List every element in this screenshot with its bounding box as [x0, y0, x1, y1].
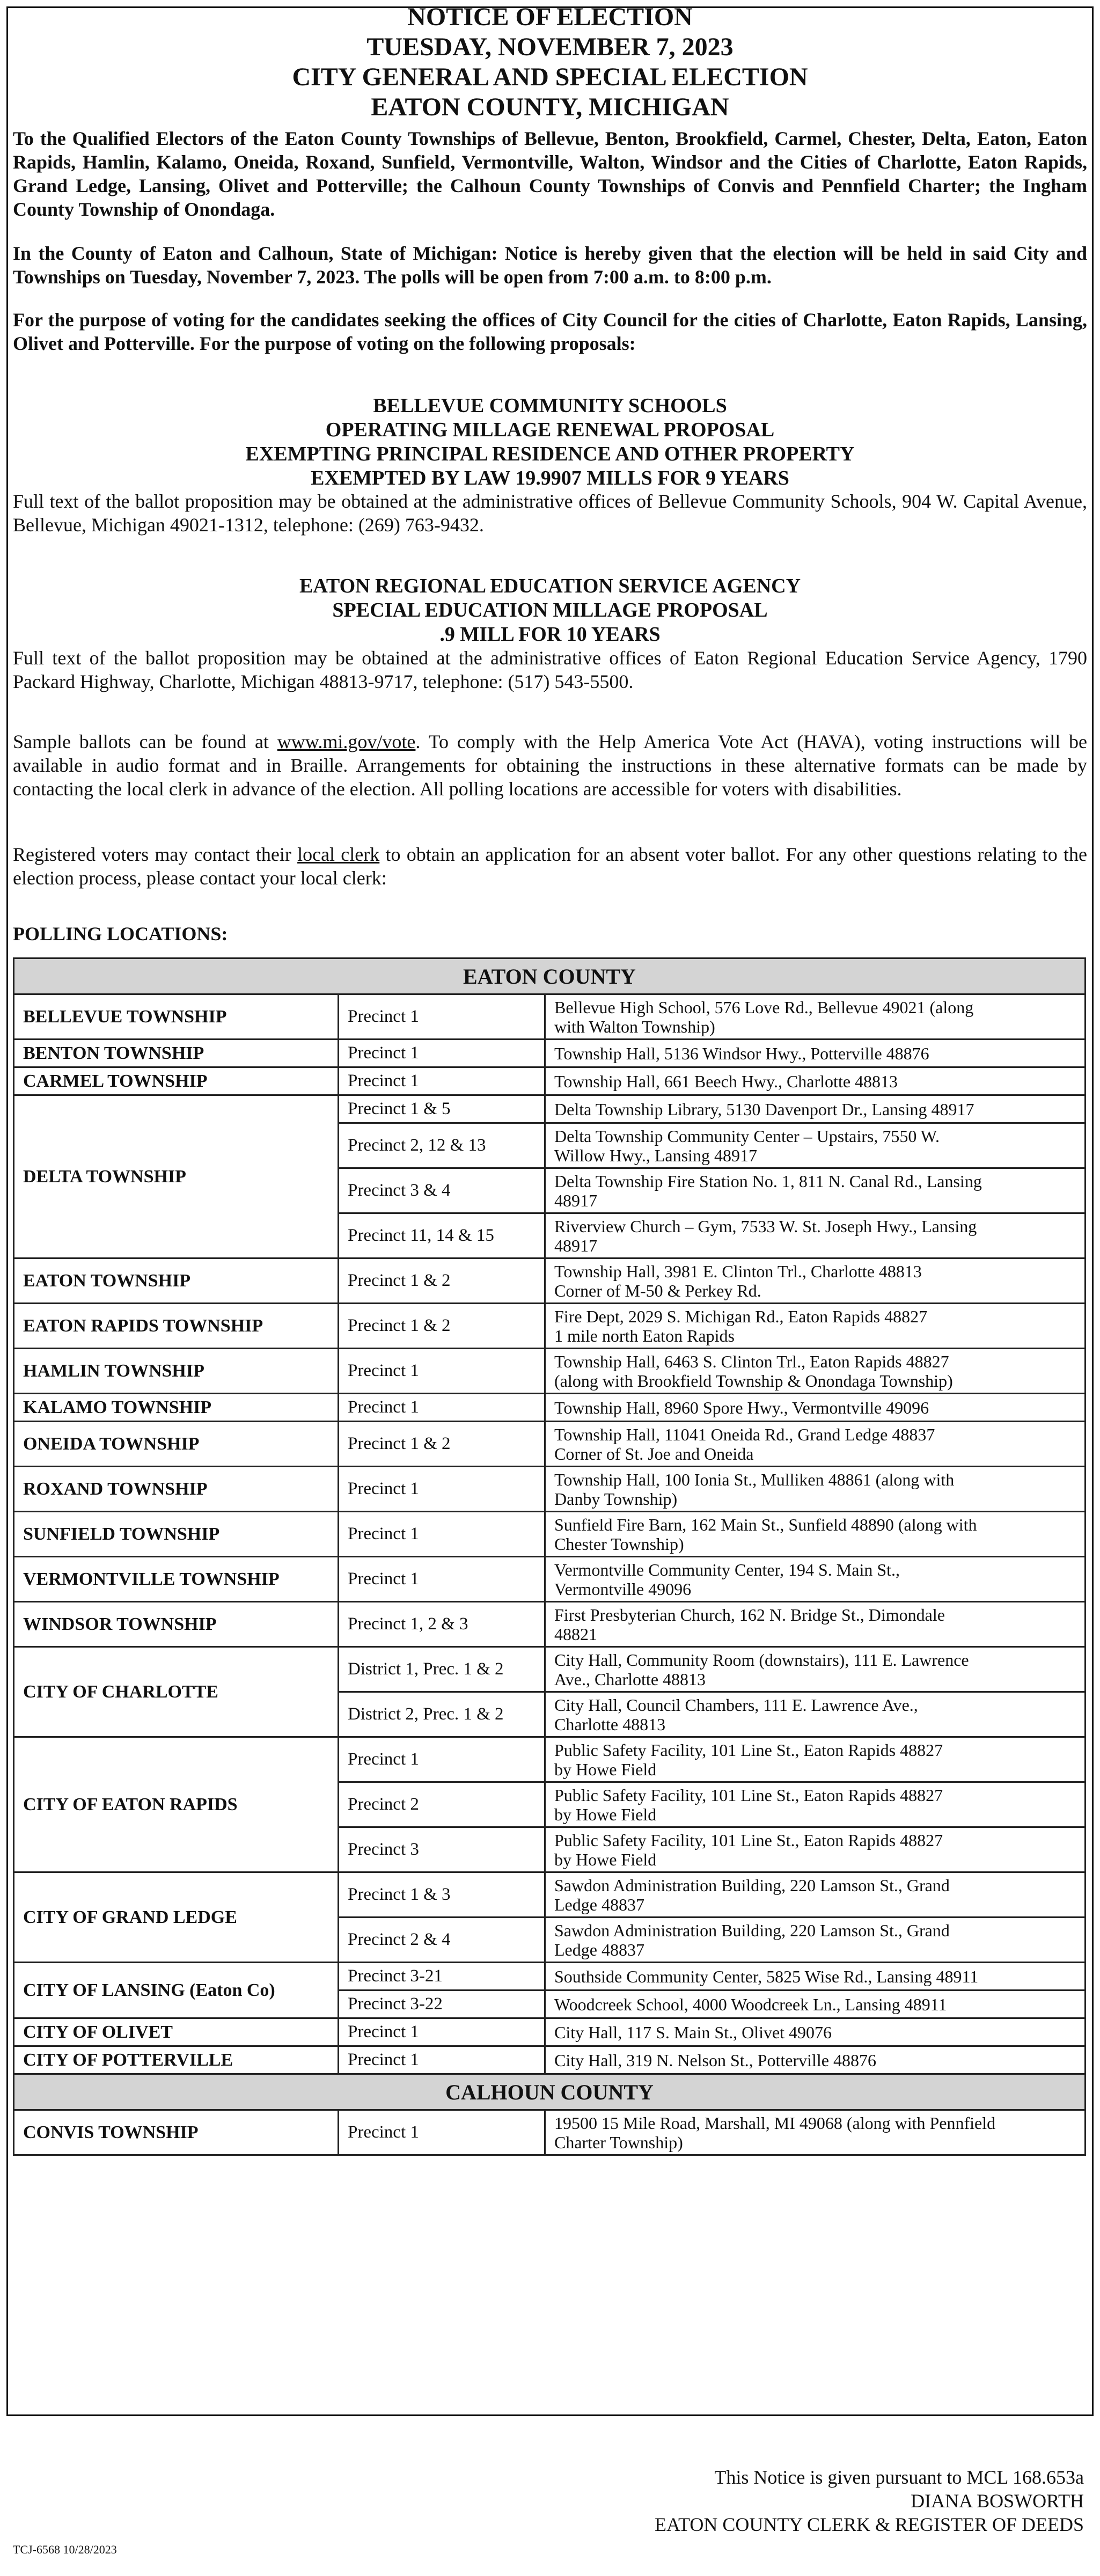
- table-row: [14, 1737, 1086, 1782]
- intro-electors: To the Qualified Electors of the Eaton County Townships of Bellevue, Benton, Brookfield, Carmel, Chester, Delta, Eaton, Eaton Rapids, Hamlin, Kalamo, Oneida, Roxand, Sunfield, Vermontville, Walton, Windsor and the Cities of Charlotte, Eaton Rapids, Grand Ledge, Lansing, Olivet and Potterville; the Calhoun County Townships of Convis and Pennfield Charter; the Ingham County Township of Onondaga.: [13, 128, 1087, 220]
- registered-text: Registered voters may contact their: [13, 844, 298, 865]
- polling-location: [545, 2018, 1086, 2046]
- location-line: Delta Township Library, 5130 Davenport Dr., Lansing 48917: [554, 1099, 974, 1119]
- header-county: EATON COUNTY, MICHIGAN: [371, 93, 729, 121]
- polling-location: [545, 1213, 1086, 1258]
- county-header: EATON COUNTY: [14, 958, 1086, 994]
- polling-location: [545, 1782, 1086, 1827]
- table-row: [14, 1258, 1086, 1304]
- intro-purpose: For the purpose of voting for the candidates seeking the offices of City Council for the cities of Charlotte, Eaton Rapids, Lansing, Olivet and Potterville. For the purpose of voting on the following proposals:: [13, 309, 1087, 354]
- jurisdiction-name: CITY OF EATON RAPIDS: [14, 1737, 339, 1872]
- location-line: 48917: [554, 1190, 597, 1210]
- polling-location: [545, 1258, 1086, 1304]
- jurisdiction-name: CITY OF CHARLOTTE: [14, 1647, 339, 1737]
- location-line: Sunfield Fire Barn, 162 Main St., Sunfield 48890 (along with: [554, 1514, 977, 1534]
- location-line: Township Hall, 6463 S. Clinton Trl., Eaton Rapids 48827: [554, 1351, 949, 1371]
- header-title: NOTICE OF ELECTION: [407, 3, 693, 31]
- precinct-label: Precinct 1 & 3: [339, 1872, 545, 1918]
- local-clerk-link[interactable]: local clerk: [297, 844, 380, 865]
- jurisdiction-name: CITY OF OLIVET: [14, 2018, 339, 2046]
- jurisdiction-name: KALAMO TOWNSHIP: [14, 1394, 339, 1422]
- location-line: Township Hall, 661 Beech Hwy., Charlotte 48813: [554, 1071, 898, 1091]
- jurisdiction-name: CARMEL TOWNSHIP: [14, 1067, 339, 1095]
- location-line: by Howe Field: [554, 1759, 657, 1779]
- location-line: Vermontville 49096: [554, 1579, 692, 1599]
- precinct-label: Precinct 1: [339, 2018, 545, 2046]
- polling-locations-table: [13, 957, 1086, 2156]
- precinct-label: Precinct 11, 14 & 15: [339, 1213, 545, 1258]
- proposal1-title: [0, 394, 1100, 491]
- location-line: (along with Brookfield Township & Onondaga Township): [554, 1371, 953, 1391]
- location-line: Corner of St. Joe and Oneida: [554, 1444, 754, 1463]
- location-line: Delta Township Community Center – Upstairs, 7550 W.: [554, 1126, 940, 1146]
- polling-location: [545, 1737, 1086, 1782]
- polling-location: [545, 2046, 1086, 2074]
- precinct-label: Precinct 1: [339, 1040, 545, 1067]
- location-line: 48821: [554, 1624, 597, 1644]
- precinct-label: Precinct 2: [339, 1782, 545, 1827]
- jurisdiction-name: EATON TOWNSHIP: [14, 1258, 339, 1304]
- table-row: [14, 1040, 1086, 1067]
- polling-location: [545, 1304, 1086, 1349]
- jurisdiction-name: ROXAND TOWNSHIP: [14, 1467, 339, 1512]
- location-line: Bellevue High School, 576 Love Rd., Bellevue 49021 (along: [554, 997, 974, 1017]
- location-line: Corner of M-50 & Perkey Rd.: [554, 1280, 761, 1300]
- table-row: [14, 2018, 1086, 2046]
- location-line: Ave., Charlotte 48813: [554, 1669, 706, 1689]
- location-line: by Howe Field: [554, 1804, 657, 1824]
- precinct-label: Precinct 3-22: [339, 1990, 545, 2018]
- proposal2-title-line: SPECIAL EDUCATION MILLAGE PROPOSAL: [332, 599, 768, 621]
- precinct-label: Precinct 1: [339, 994, 545, 1040]
- polling-location: [545, 1963, 1086, 1990]
- precinct-label: Precinct 1: [339, 1467, 545, 1512]
- location-line: Township Hall, 3981 E. Clinton Trl., Charlotte 48813: [554, 1261, 922, 1281]
- proposal2-title-line: .9 MILL FOR 10 YEARS: [439, 623, 661, 646]
- precinct-label: Precinct 1, 2 & 3: [339, 1602, 545, 1647]
- jurisdiction-name: CONVIS TOWNSHIP: [14, 2110, 339, 2155]
- polling-location: [545, 1692, 1086, 1737]
- location-line: Public Safety Facility, 101 Line St., Eaton Rapids 48827: [554, 1830, 943, 1850]
- proposal1-title-line: EXEMPTING PRINCIPAL RESIDENCE AND OTHER PROPERTY: [245, 443, 855, 465]
- table-row: [14, 1349, 1086, 1394]
- jurisdiction-name: BENTON TOWNSHIP: [14, 1040, 339, 1067]
- location-line: Fire Dept, 2029 S. Michigan Rd., Eaton Rapids 48827: [554, 1306, 928, 1326]
- precinct-label: Precinct 1: [339, 1737, 545, 1782]
- precinct-label: Precinct 3 & 4: [339, 1168, 545, 1213]
- jurisdiction-name: WINDSOR TOWNSHIP: [14, 1602, 339, 1647]
- polling-location: [545, 994, 1086, 1040]
- sample-text: . To comply with the Help America Vote Act (HAVA), voting instructions will be available in audio format and in Braille. Arrangements for obtaining the instructions in these alternative formats can be made by contacting the local clerk in advance of the election. All polling locations are accessible for voters with disabilities.: [13, 731, 1087, 800]
- polling-location: [545, 1647, 1086, 1692]
- table-row: [14, 1304, 1086, 1349]
- precinct-label: Precinct 2, 12 & 13: [339, 1123, 545, 1168]
- polling-location: [545, 1918, 1086, 1963]
- vote-website-link[interactable]: www.mi.gov/vote: [277, 731, 416, 752]
- location-line: Danby Township): [554, 1489, 678, 1509]
- table-row: [14, 1422, 1086, 1467]
- location-line: Southside Community Center, 5825 Wise Rd., Lansing 48911: [554, 1966, 979, 1986]
- sample-text: Sample ballots can be found at: [13, 731, 277, 752]
- table-row: [14, 1067, 1086, 1095]
- location-line: Charter Township): [554, 2132, 683, 2152]
- location-line: Charlotte 48813: [554, 1714, 666, 1734]
- intro-notice: In the County of Eaton and Calhoun, State of Michigan: Notice is hereby given that the election will be held in said City and Townships on Tuesday, November 7, 2023. The polls will be open from 7:00 a.m. to 8:00 p.m.: [13, 243, 1087, 288]
- precinct-label: Precinct 1 & 2: [339, 1258, 545, 1304]
- proposal2-body: Full text of the ballot proposition may be obtained at the administrative offices of Eaton Regional Education Service Agency, 1790 Packard Highway, Charlotte, Michigan 48813-9717, telephone: (517) 543-5500.: [13, 647, 1087, 692]
- county-header-row: [14, 2074, 1086, 2110]
- precinct-label: Precinct 1: [339, 1557, 545, 1602]
- footer-clerk-name: DIANA BOSWORTH: [911, 2490, 1084, 2512]
- jurisdiction-name: CITY OF LANSING (Eaton Co): [14, 1963, 339, 2018]
- location-line: Vermontville Community Center, 194 S. Main St.,: [554, 1560, 900, 1579]
- precinct-label: Precinct 1: [339, 1349, 545, 1394]
- precinct-label: Precinct 1: [339, 1067, 545, 1095]
- location-line: Township Hall, 5136 Windsor Hwy., Potterville 48876: [554, 1043, 929, 1063]
- precinct-label: District 1, Prec. 1 & 2: [339, 1647, 545, 1692]
- location-line: Chester Township): [554, 1534, 684, 1554]
- location-line: Township Hall, 100 Ionia St., Mulliken 48861 (along with: [554, 1469, 955, 1489]
- proposal2-title: [0, 574, 1100, 647]
- precinct-label: Precinct 3-21: [339, 1963, 545, 1990]
- proposal2-title-line: EATON REGIONAL EDUCATION SERVICE AGENCY: [299, 575, 801, 597]
- polling-location: [545, 1602, 1086, 1647]
- header-date: TUESDAY, NOVEMBER 7, 2023: [366, 33, 734, 61]
- location-line: 48917: [554, 1235, 597, 1255]
- footer-clerk-title: EATON COUNTY CLERK & REGISTER OF DEEDS: [654, 2514, 1084, 2535]
- location-line: Township Hall, 8960 Spore Hwy., Vermontville 49096: [554, 1397, 929, 1417]
- table-row: [14, 2046, 1086, 2074]
- polling-location: [545, 1095, 1086, 1123]
- location-line: Delta Township Fire Station No. 1, 811 N. Canal Rd., Lansing: [554, 1171, 982, 1191]
- county-header: CALHOUN COUNTY: [14, 2074, 1086, 2110]
- location-line: Ledge 48837: [554, 1940, 644, 1959]
- polling-location: [545, 1394, 1086, 1422]
- location-line: Sawdon Administration Building, 220 Lamson St., Grand: [554, 1875, 950, 1895]
- notice-footer: [655, 2465, 1084, 2536]
- jurisdiction-name: CITY OF GRAND LEDGE: [14, 1872, 339, 1963]
- location-line: Sawdon Administration Building, 220 Lamson St., Grand: [554, 1920, 950, 1940]
- jurisdiction-name: SUNFIELD TOWNSHIP: [14, 1512, 339, 1557]
- precinct-label: District 2, Prec. 1 & 2: [339, 1692, 545, 1737]
- jurisdiction-name: CITY OF POTTERVILLE: [14, 2046, 339, 2074]
- location-line: with Walton Township): [554, 1016, 715, 1036]
- polling-location: [545, 1827, 1086, 1872]
- location-line: Public Safety Facility, 101 Line St., Eaton Rapids 48827: [554, 1740, 943, 1760]
- proposal1-title-line: OPERATING MILLAGE RENEWAL PROPOSAL: [325, 419, 775, 441]
- precinct-label: Precinct 1: [339, 2110, 545, 2155]
- table-row: [14, 1467, 1086, 1512]
- polling-location: [545, 1168, 1086, 1213]
- header-election: CITY GENERAL AND SPECIAL ELECTION: [292, 63, 808, 91]
- absent-voter-paragraph: [13, 843, 1087, 890]
- polling-location: [545, 1123, 1086, 1168]
- location-line: City Hall, 117 S. Main St., Olivet 49076: [554, 2022, 832, 2042]
- table-row: [14, 994, 1086, 1040]
- location-line: City Hall, Community Room (downstairs), 111 E. Lawrence: [554, 1650, 969, 1670]
- location-line: Public Safety Facility, 101 Line St., Eaton Rapids 48827: [554, 1785, 943, 1805]
- precinct-label: Precinct 1: [339, 2046, 545, 2074]
- table-row: [14, 1647, 1086, 1692]
- jurisdiction-name: ONEIDA TOWNSHIP: [14, 1422, 339, 1467]
- sample-ballots-paragraph: [13, 730, 1087, 801]
- location-line: Riverview Church – Gym, 7533 W. St. Joseph Hwy., Lansing: [554, 1216, 977, 1236]
- proposal1-body: Full text of the ballot proposition may be obtained at the administrative offices of Bellevue Community Schools, 904 W. Capital Avenue, Bellevue, Michigan 49021-1312, telephone: (269) 763-9432.: [13, 491, 1087, 536]
- polling-location: [545, 1872, 1086, 1918]
- table-row: [14, 1557, 1086, 1602]
- polling-location: [545, 1467, 1086, 1512]
- location-line: Woodcreek School, 4000 Woodcreek Ln., Lansing 48911: [554, 1994, 947, 2014]
- table-row: [14, 1602, 1086, 1647]
- table-row: [14, 1394, 1086, 1422]
- jurisdiction-name: DELTA TOWNSHIP: [14, 1095, 339, 1258]
- polling-location: [545, 1990, 1086, 2018]
- proposal1-title-line: BELLEVUE COMMUNITY SCHOOLS: [373, 394, 727, 417]
- polling-location: [545, 1422, 1086, 1467]
- footer-statute: This Notice is given pursuant to MCL 168.653a: [714, 2467, 1084, 2488]
- polling-location: [545, 1067, 1086, 1095]
- location-line: First Presbyterian Church, 162 N. Bridge St., Dimondale: [554, 1605, 945, 1624]
- table-row: [14, 1512, 1086, 1557]
- table-row: [14, 1095, 1086, 1123]
- precinct-label: Precinct 1: [339, 1512, 545, 1557]
- polling-location: [545, 1512, 1086, 1557]
- precinct-label: Precinct 1 & 2: [339, 1304, 545, 1349]
- table-row: [14, 1872, 1086, 1918]
- jurisdiction-name: HAMLIN TOWNSHIP: [14, 1349, 339, 1394]
- polling-location: [545, 1349, 1086, 1394]
- jurisdiction-name: BELLEVUE TOWNSHIP: [14, 994, 339, 1040]
- location-line: City Hall, 319 N. Nelson St., Potterville 48876: [554, 2050, 876, 2070]
- precinct-label: Precinct 3: [339, 1827, 545, 1872]
- table-row: [14, 1963, 1086, 1990]
- publication-code: TCJ-6568 10/28/2023: [13, 2543, 117, 2556]
- polling-location: [545, 2110, 1086, 2155]
- notice-header: [0, 2, 1100, 122]
- precinct-label: Precinct 1: [339, 1394, 545, 1422]
- table-row: [14, 2110, 1086, 2155]
- location-line: 19500 15 Mile Road, Marshall, MI 49068 (along with Pennfield: [554, 2113, 996, 2133]
- location-line: Ledge 48837: [554, 1894, 644, 1914]
- location-line: City Hall, Council Chambers, 111 E. Lawrence Ave.,: [554, 1695, 918, 1715]
- location-line: Willow Hwy., Lansing 48917: [554, 1145, 757, 1165]
- jurisdiction-name: VERMONTVILLE TOWNSHIP: [14, 1557, 339, 1602]
- proposal1-title-line: EXEMPTED BY LAW 19.9907 MILLS FOR 9 YEARS: [311, 467, 789, 489]
- polling-location: [545, 1040, 1086, 1067]
- registered-text: to obtain an application for an absent voter ballot. For any other questions relating to the election process, please contact your local clerk:: [13, 844, 1087, 889]
- precinct-label: Precinct 1 & 2: [339, 1422, 545, 1467]
- polling-location: [545, 1557, 1086, 1602]
- location-line: Township Hall, 11041 Oneida Rd., Grand Ledge 48837: [554, 1424, 935, 1444]
- polling-locations-heading: POLLING LOCATIONS:: [13, 923, 228, 945]
- location-line: 1 mile north Eaton Rapids: [554, 1326, 735, 1345]
- precinct-label: Precinct 1 & 5: [339, 1095, 545, 1123]
- location-line: by Howe Field: [554, 1849, 657, 1869]
- county-header-row: [14, 958, 1086, 994]
- jurisdiction-name: EATON RAPIDS TOWNSHIP: [14, 1304, 339, 1349]
- precinct-label: Precinct 2 & 4: [339, 1918, 545, 1963]
